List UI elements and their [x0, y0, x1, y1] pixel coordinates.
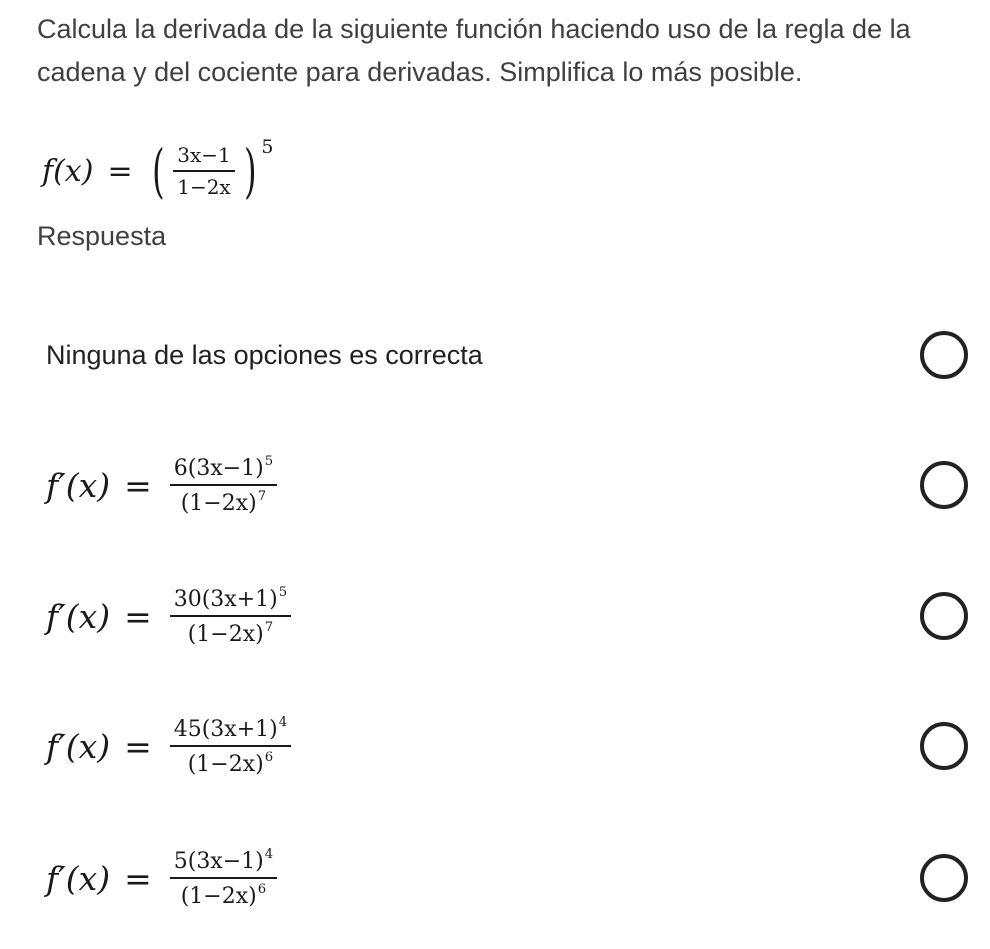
question-prompt: Calcula la derivada de la siguiente función haciendo uso de la regla de la cadena y del cociente para derivadas. Simplifica lo más posible. — [37, 14, 911, 87]
right-paren: ) — [243, 137, 257, 205]
function-fraction — [173, 143, 235, 199]
numerator-exponent: 5 — [278, 585, 288, 601]
option-formula — [46, 585, 295, 647]
option-lhs: f′(x) — [46, 465, 111, 505]
option-1[interactable] — [46, 435, 972, 535]
denominator-exponent: 7 — [257, 489, 267, 504]
option-formula — [46, 847, 281, 909]
function-denominator: 1−2x — [177, 175, 231, 199]
option-numerator — [170, 454, 277, 486]
option-lhs: f′(x) — [46, 596, 111, 636]
denominator-exponent: 6 — [264, 750, 274, 765]
denominator-exponent: 7 — [264, 620, 274, 635]
denominator-exponent: 6 — [257, 882, 267, 897]
numerator-base: 5(3x−1) — [173, 849, 264, 874]
numerator-exponent: 4 — [264, 847, 274, 863]
option-2[interactable] — [46, 566, 972, 666]
option-none[interactable] — [46, 305, 972, 405]
equals-sign: = — [124, 726, 152, 766]
function-exponent: 5 — [261, 136, 274, 158]
option-denominator — [184, 617, 277, 647]
numerator-exponent: 5 — [264, 454, 274, 470]
option-3[interactable] — [46, 696, 972, 796]
denominator-base: (1−2x) — [187, 621, 264, 647]
denominator-base: (1−2x) — [180, 490, 257, 516]
option-label: Ninguna de las opciones es correcta — [46, 339, 483, 370]
function-definition — [42, 136, 274, 205]
numerator-base: 45(3x+1) — [173, 717, 278, 742]
numerator-exponent: 4 — [278, 715, 288, 731]
option-fraction — [170, 847, 277, 909]
option-4[interactable] — [46, 828, 972, 928]
left-paren: ( — [151, 137, 165, 205]
option-lhs: f′(x) — [46, 726, 111, 766]
function-numerator: 3x−1 — [173, 143, 235, 172]
option-numerator — [170, 847, 277, 879]
option-denominator — [177, 879, 270, 909]
radio-button[interactable] — [920, 722, 968, 770]
denominator-base: (1−2x) — [180, 883, 257, 909]
option-numerator — [170, 585, 291, 617]
numerator-base: 30(3x+1) — [173, 587, 278, 612]
equals-sign: = — [124, 465, 152, 505]
option-denominator — [177, 486, 270, 516]
radio-button[interactable] — [920, 331, 968, 379]
radio-button[interactable] — [920, 592, 968, 640]
option-fraction — [170, 585, 291, 647]
option-lhs: f′(x) — [46, 858, 111, 898]
radio-button[interactable] — [920, 854, 968, 902]
numerator-base: 6(3x−1) — [173, 456, 264, 481]
equals-sign: = — [124, 858, 152, 898]
function-lhs: f(x) — [42, 153, 94, 189]
equals-sign: = — [107, 153, 133, 189]
option-formula — [46, 454, 281, 516]
option-denominator — [184, 747, 277, 777]
radio-button[interactable] — [920, 461, 968, 509]
denominator-base: (1−2x) — [187, 751, 264, 777]
option-fraction — [170, 715, 291, 777]
option-formula — [46, 715, 295, 777]
answer-label: Respuesta — [37, 221, 167, 251]
option-numerator — [170, 715, 291, 747]
equals-sign: = — [124, 596, 152, 636]
option-fraction — [170, 454, 277, 516]
